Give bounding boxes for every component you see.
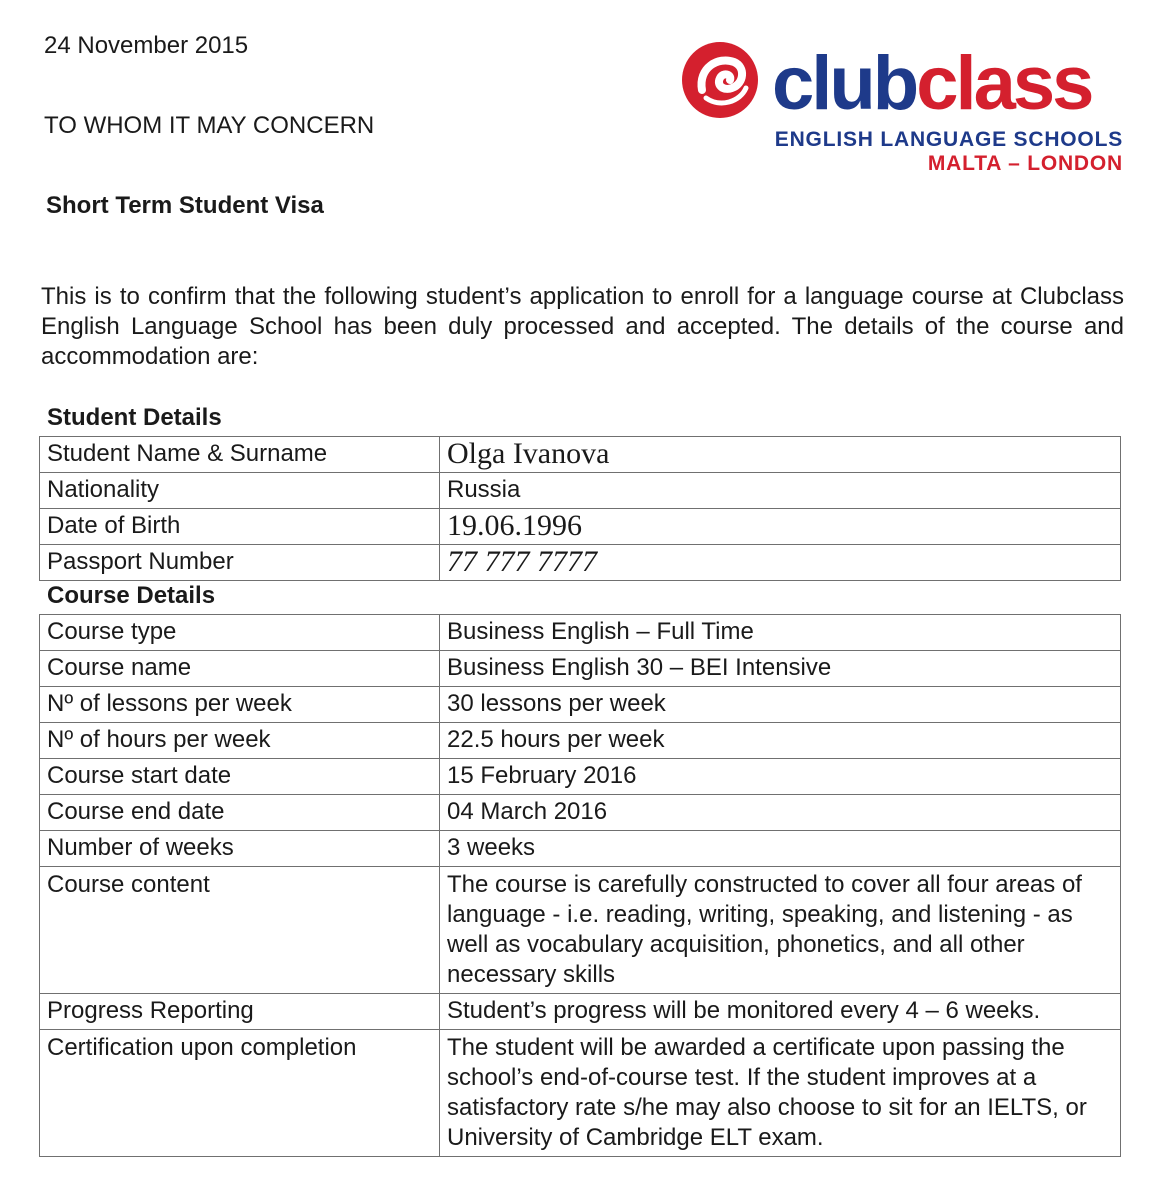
table-row (40, 795, 1121, 831)
table-row (40, 615, 1121, 651)
row-label: Course start date (40, 759, 440, 795)
table-row (40, 509, 1121, 545)
row-value: The student will be awarded a certificate upon passing the school’s end-of-course test. If the student improves at a satisfactory rate s/he may also choose to sit for an IELTS, or University of Cambridge ELT exam. (440, 1030, 1121, 1157)
letter-date: 24 November 2015 (44, 32, 249, 59)
table-row (40, 437, 1121, 473)
table-row (40, 687, 1121, 723)
row-label: Progress Reporting (40, 994, 440, 1030)
course-details-table (39, 614, 1121, 1157)
row-label: Course name (40, 651, 440, 687)
table-row (40, 831, 1121, 867)
intro-paragraph: This is to confirm that the following student’s application to enroll for a language course at Clubclass English Language School has been duly processed and accepted. The details of the course and accommodation are: (41, 283, 1124, 370)
course-details-heading: Course Details (47, 582, 216, 609)
row-label: Nº of hours per week (40, 723, 440, 759)
table-row (40, 473, 1121, 509)
student-name-value: Olga Ivanova (440, 437, 1121, 473)
row-label: Student Name & Surname (40, 437, 440, 473)
table-row (40, 545, 1121, 581)
row-value: Student’s progress will be monitored every 4 – 6 weeks. (440, 994, 1121, 1030)
nationality-value: Russia (440, 473, 1121, 509)
clubclass-swirl-icon (680, 38, 764, 122)
row-value: 30 lessons per week (440, 687, 1121, 723)
row-label: Course end date (40, 795, 440, 831)
row-value: Business English – Full Time (440, 615, 1121, 651)
table-row (40, 759, 1121, 795)
row-label: Nationality (40, 473, 440, 509)
row-value: The course is carefully constructed to cover all four areas of language - i.e. reading, writing, speaking, and listening - as well as vocabulary acquisition, phonetics, and all other necessary skills (440, 867, 1121, 994)
student-details-heading: Student Details (47, 404, 222, 431)
logo-word-class: class (916, 41, 1092, 126)
row-value: 04 March 2016 (440, 795, 1121, 831)
logo-tagline: ENGLISH LANGUAGE SCHOOLS (774, 128, 1123, 151)
row-value: 15 February 2016 (440, 759, 1121, 795)
table-row (40, 651, 1121, 687)
row-label: Passport Number (40, 545, 440, 581)
student-details-table (39, 436, 1121, 581)
row-label: Course content (40, 867, 440, 994)
letter-subject: Short Term Student Visa (46, 192, 324, 219)
row-label: Course type (40, 615, 440, 651)
salutation: TO WHOM IT MAY CONCERN (44, 112, 375, 139)
table-row (40, 723, 1121, 759)
row-label: Nº of lessons per week (40, 687, 440, 723)
logo-locations: MALTA – LONDON (927, 152, 1123, 175)
table-row (40, 994, 1121, 1030)
row-label: Number of weeks (40, 831, 440, 867)
row-value: 3 weeks (440, 831, 1121, 867)
row-value: Business English 30 – BEI Intensive (440, 651, 1121, 687)
row-label: Certification upon completion (40, 1030, 440, 1157)
row-label: Date of Birth (40, 509, 440, 545)
logo-wordmark (772, 41, 1092, 126)
row-value: 22.5 hours per week (440, 723, 1121, 759)
passport-number-value: 77 777 7777 (440, 545, 1121, 581)
clubclass-logo (680, 38, 1125, 178)
table-row (40, 867, 1121, 994)
table-row (40, 1030, 1121, 1157)
date-of-birth-value: 19.06.1996 (440, 509, 1121, 545)
logo-word-club: club (772, 41, 917, 126)
